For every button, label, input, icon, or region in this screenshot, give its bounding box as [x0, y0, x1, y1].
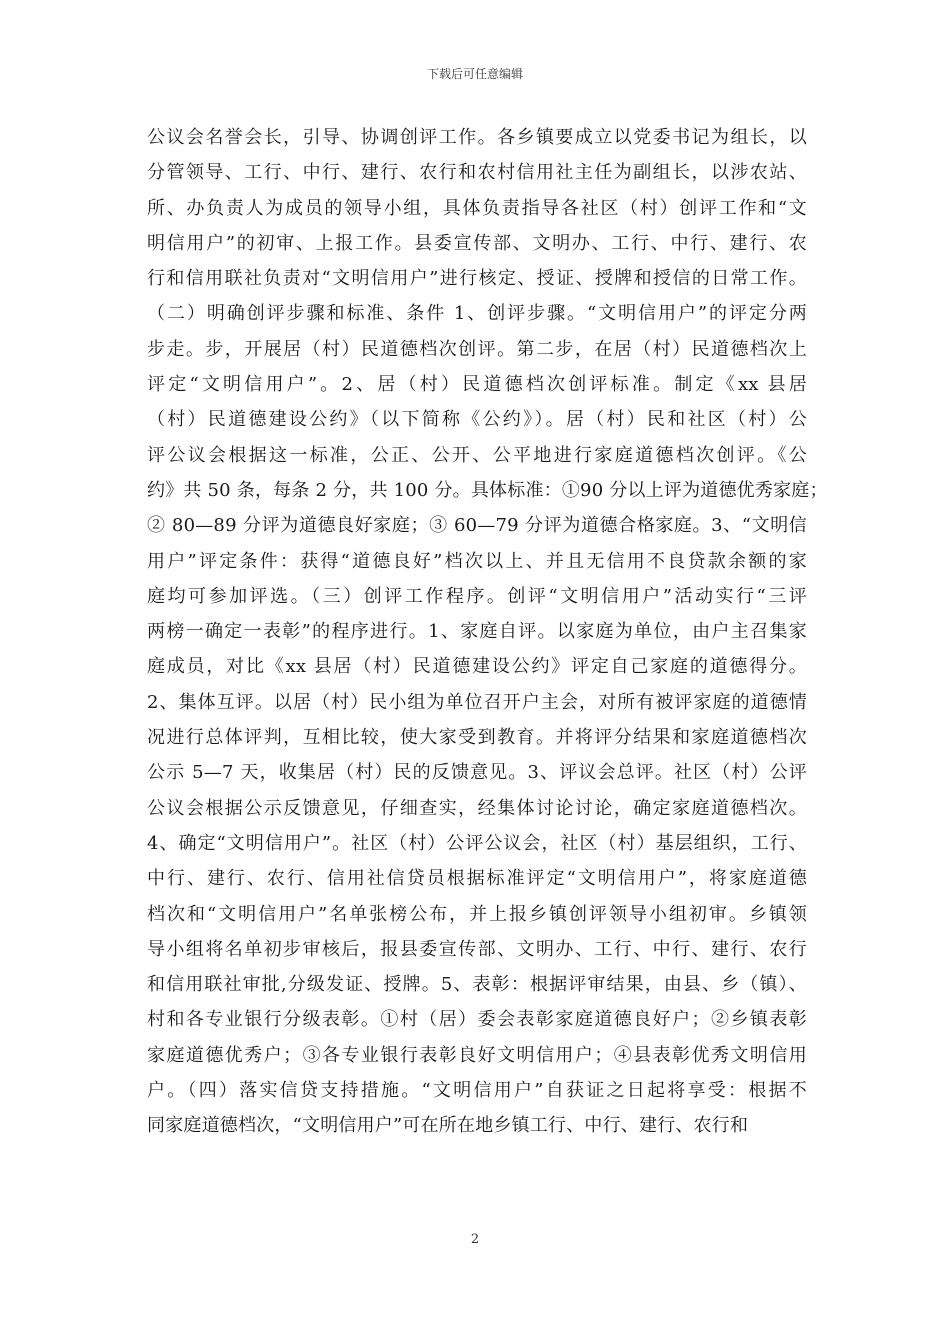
text-line: 行和信用联社负责对“文明信用户”进行核定、授证、授牌和授信的日常工作。 [147, 268, 807, 290]
text-line: 和信用联社审批,分级发证、授牌。5、表彰：根据评审结果，由县、乡（镇）、 [147, 974, 807, 996]
text-line: 中行、建行、农行、信用社信贷员根据标准评定“文明信用户”，将家庭道德 [147, 868, 807, 890]
text-line: 分管领导、工行、中行、建行、农行和农村信用社主任为副组长，以涉农站、 [147, 162, 807, 184]
text-line: 公示 5—7 天，收集居（村）民的反馈意见。3、评议会总评。社区（村）公评 [147, 762, 807, 784]
page-number: 2 [470, 1232, 480, 1247]
text-line: 况进行总体评判，互相比较，使大家受到教育。并将评分结果和家庭道德档次 [147, 727, 807, 749]
text-line: 导小组将名单初步审核后，报县委宣传部、文明办、工行、中行、建行、农行 [147, 938, 807, 960]
text-line: （二）明确创评步骤和标准、条件 1、创评步骤。“文明信用户”的评定分两 [147, 303, 807, 325]
text-line: 4、确定“文明信用户”。社区（村）公评公议会，社区（村）基层组织，工行、 [147, 832, 807, 854]
text-line: 户。（四）落实信贷支持措施。“文明信用户”自获证之日起将享受：根据不 [147, 1080, 807, 1102]
page-header: 下载后可任意编辑 [426, 67, 523, 81]
text-line: （村）民道德建设公约》（以下简称《公约》）。居（村）民和社区（村）公 [147, 409, 807, 431]
text-line: 用户”评定条件：获得“道德良好”档次以上、并且无信用不良贷款余额的家 [147, 550, 807, 572]
text-line: 2、集体互评。以居（村）民小组为单位召开户主会，对所有被评家庭的道德情 [147, 691, 807, 713]
text-line: 庭均可参加评选。（三）创评工作程序。创评“文明信用户”活动实行“三评 [147, 585, 807, 607]
text-line: 约》共 50 条，每条 2 分，共 100 分。具体标准：①90 分以上评为道德优秀家庭； [147, 479, 828, 501]
text-line: 家庭道德优秀户；③各专业银行表彰良好文明信用户；④县表彰优秀文明信用 [147, 1044, 807, 1066]
document-body [147, 120, 828, 1144]
text-line: 村和各专业银行分级表彰。①村（居）委会表彰家庭道德良好户；②乡镇表彰 [147, 1009, 807, 1031]
text-line: 档次和“文明信用户”名单张榜公布，并上报乡镇创评领导小组初审。乡镇领 [147, 903, 807, 925]
text-line: 两榜一确定一表彰”的程序进行。1、家庭自评。以家庭为单位，由户主召集家 [147, 621, 807, 643]
text-line: ② 80—89 分评为道德良好家庭；③ 60—79 分评为道德合格家庭。3、“文明信 [147, 515, 807, 537]
text-line: 评公议会根据这一标准，公正、公开、公平地进行家庭道德档次创评。《公 [147, 444, 807, 466]
text-line: 公议会根据公示反馈意见，仔细查实，经集体讨论讨论，确定家庭道德档次。 [147, 797, 807, 819]
text-line: 公议会名誉会长，引导、协调创评工作。各乡镇要成立以党委书记为组长，以 [147, 127, 807, 148]
text-line: 明信用户”的初审、上报工作。县委宣传部、文明办、工行、中行、建行、农 [147, 232, 807, 254]
text-line: 所、办负责人为成员的领导小组，具体负责指导各社区（村）创评工作和“文 [147, 197, 807, 219]
text-line: 评定“文明信用户”。2、居（村）民道德档次创评标准。制定《xx 县居 [147, 374, 807, 396]
text-line: 步走。步，开展居（村）民道德档次创评。第二步，在居（村）民道德档次上 [147, 338, 807, 360]
text-line: 同家庭道德档次，“文明信用户”可在所在地乡镇工行、中行、建行、农行和 [147, 1115, 749, 1137]
text-line: 庭成员，对比《xx 县居（村）民道德建设公约》评定自己家庭的道德得分。 [147, 656, 807, 678]
